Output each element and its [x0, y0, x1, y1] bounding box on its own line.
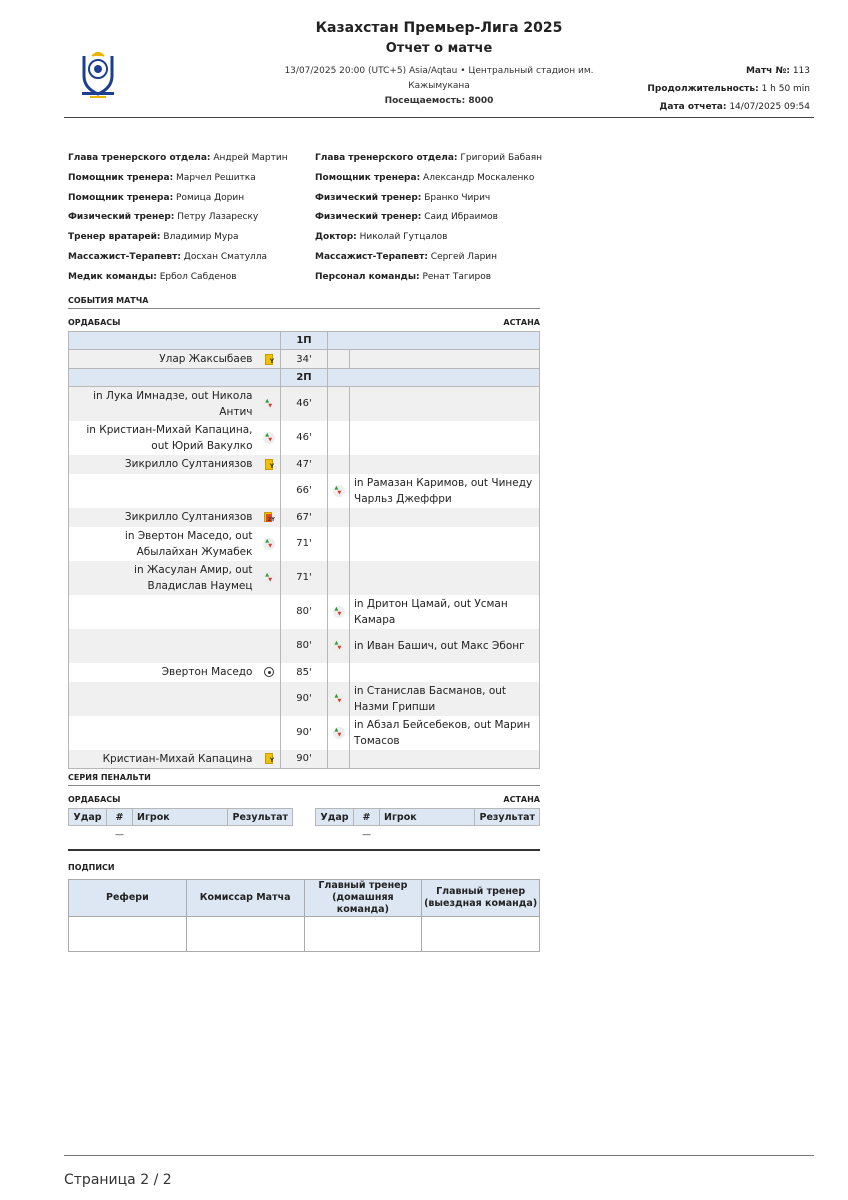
attendance: Посещаемость: 8000	[384, 96, 494, 106]
event-away-icon-cell	[328, 595, 350, 629]
staff-name: Петру Лазареску	[177, 212, 259, 223]
event-minute: 71'	[281, 527, 328, 561]
events-table	[68, 331, 540, 769]
event-row	[69, 387, 540, 421]
event-home-text: in Эвертон Маседо, out Абылайхан Жумабек	[69, 527, 259, 561]
event-home-icon-cell	[259, 421, 281, 455]
event-row	[69, 474, 540, 508]
staff-name: Андрей Мартин	[213, 153, 288, 163]
staff-role: Физический тренер:	[315, 192, 422, 203]
event-home-text	[69, 716, 259, 750]
event-away-icon-cell	[328, 750, 350, 769]
event-away-icon-cell	[328, 387, 350, 421]
event-away-text	[350, 561, 540, 595]
event-minute: 90'	[281, 750, 328, 769]
period-row	[69, 369, 540, 387]
staff-name: Марчел Решитка	[176, 172, 256, 183]
sig-away-coach: Главный тренер (выездная команда)	[422, 880, 540, 917]
col-kick: Удар	[316, 809, 354, 826]
staff-row	[68, 249, 313, 269]
event-row	[69, 508, 540, 527]
event-row	[69, 716, 540, 750]
substitution-icon	[333, 640, 345, 652]
staff-row	[315, 190, 560, 210]
event-home-text: Улар Жаксыбаев	[69, 350, 259, 369]
period-row	[69, 332, 540, 350]
staff-row	[315, 269, 560, 289]
events-home-team: ОРДАБАСЫ	[68, 318, 121, 327]
staff-role: Помощник тренера:	[315, 172, 421, 183]
event-home-icon-cell	[259, 527, 281, 561]
event-home-text: Эвертон Маседо	[69, 663, 259, 682]
event-away-icon-cell	[328, 527, 350, 561]
event-home-text	[69, 474, 259, 508]
substitution-icon	[263, 432, 275, 444]
report-title: Отчет о матче	[385, 41, 493, 56]
event-minute: 80'	[281, 595, 328, 629]
event-home-icon-cell	[259, 750, 281, 769]
event-minute: 46'	[281, 387, 328, 421]
sig-referee: Рефери	[69, 880, 187, 917]
event-home-text: Зикрилло Султаниязов	[69, 455, 259, 474]
event-away-text	[350, 455, 540, 474]
home-penalty-table	[68, 808, 293, 844]
staff-row	[68, 269, 313, 289]
event-away-text	[350, 750, 540, 769]
event-home-icon-cell	[259, 561, 281, 595]
event-row	[69, 350, 540, 369]
staff-name: Григорий Бабаян	[460, 153, 543, 163]
staff-row	[315, 209, 560, 229]
staff-role: Массажист-Терапевт:	[315, 251, 428, 262]
penalties-teams	[68, 795, 540, 804]
col-number: #	[107, 809, 133, 826]
report-header	[64, 0, 814, 118]
col-kick: Удар	[69, 809, 107, 826]
event-home-icon-cell	[259, 350, 281, 369]
staff-row	[315, 170, 560, 190]
event-home-icon-cell	[259, 474, 281, 508]
staff-name: Ербол Сабденов	[159, 271, 237, 282]
staff-name: Александр Москаленко	[423, 172, 535, 183]
signatures-table	[68, 879, 540, 952]
staff-role: Тренер вратарей:	[68, 232, 161, 243]
match-duration: Продолжительность: 1 h 50 min	[647, 84, 810, 94]
event-away-icon-cell	[328, 716, 350, 750]
staff-row	[68, 150, 313, 170]
event-row	[69, 595, 540, 629]
event-home-text: in Кристиан-Михай Капацина, out Юрий Вакулко	[69, 421, 259, 455]
event-row	[69, 421, 540, 455]
staff-role: Персонал команды:	[315, 271, 420, 282]
sig-commissioner: Комиссар Матча	[186, 880, 304, 917]
second-yellow-card-icon	[264, 512, 275, 523]
sig-home-coach: Главный тренер (домашняя команда)	[304, 880, 422, 917]
event-minute: 85'	[281, 663, 328, 682]
event-away-icon-cell	[328, 629, 350, 663]
sig-commissioner-box[interactable]	[186, 917, 304, 952]
staff-role: Помощник тренера:	[68, 192, 174, 203]
staff-role: Помощник тренера:	[68, 172, 174, 183]
event-row	[69, 629, 540, 663]
event-row	[69, 455, 540, 474]
substitution-icon	[263, 538, 275, 550]
event-away-icon-cell	[328, 682, 350, 716]
staff-name: Досхан Сматулла	[183, 251, 268, 262]
staff-name: Николай Гутцалов	[359, 232, 448, 243]
event-home-text: Зикрилло Султаниязов	[69, 508, 259, 527]
events-teams	[68, 318, 540, 327]
substitution-icon	[333, 693, 345, 705]
staff-name: Владимир Мура	[163, 232, 239, 243]
event-away-text	[350, 387, 540, 421]
event-minute: 71'	[281, 561, 328, 595]
event-away-text	[350, 350, 540, 369]
match-meta	[647, 62, 810, 116]
col-result: Результат	[228, 809, 293, 826]
penalty-empty: —	[115, 829, 124, 840]
match-number: Матч №: 113	[745, 66, 810, 76]
staff-name: Ренат Тагиров	[422, 271, 492, 282]
event-minute: 90'	[281, 682, 328, 716]
event-away-text: in Иван Башич, out Макс Эбонг	[350, 629, 540, 663]
col-result: Результат	[475, 809, 540, 826]
event-home-text	[69, 682, 259, 716]
event-minute: 46'	[281, 421, 328, 455]
event-away-text	[350, 527, 540, 561]
event-home-icon-cell	[259, 682, 281, 716]
event-away-icon-cell	[328, 474, 350, 508]
substitution-icon	[333, 485, 345, 497]
col-player: Игрок	[133, 809, 228, 826]
event-home-icon-cell	[259, 663, 281, 682]
event-minute: 66'	[281, 474, 328, 508]
staff-role: Массажист-Терапевт:	[68, 251, 181, 262]
event-home-icon-cell	[259, 629, 281, 663]
footer-divider	[64, 1155, 814, 1156]
signatures-section-title: ПОДПИСИ	[68, 863, 115, 872]
staff-row	[68, 190, 313, 210]
event-home-text	[69, 629, 259, 663]
event-minute: 67'	[281, 508, 328, 527]
yellow-card-icon	[264, 354, 275, 365]
event-home-icon-cell	[259, 387, 281, 421]
event-away-icon-cell	[328, 663, 350, 682]
event-away-icon-cell	[328, 421, 350, 455]
staff-role: Физический тренер:	[68, 212, 175, 223]
event-away-text: in Абзал Бейсебеков, out Марин Томасов	[350, 716, 540, 750]
event-home-text: in Жасулан Амир, out Владислав Наумец	[69, 561, 259, 595]
period-label: 1П	[281, 332, 328, 350]
staff-role: Доктор:	[315, 232, 357, 243]
yellow-card-icon	[264, 753, 275, 764]
staff-role: Медик команды:	[68, 271, 157, 282]
col-number: #	[354, 809, 380, 826]
away-penalty-table	[315, 808, 540, 844]
staff-row	[68, 229, 313, 249]
datetime-venue: 13/07/2025 20:00 (UTC+5) Asia/Aqtau • Центральный стадион им. Кажымукана	[284, 66, 594, 91]
event-row	[69, 527, 540, 561]
substitution-icon	[263, 572, 275, 584]
yellow-card-icon	[264, 459, 275, 470]
event-away-text: in Рамазан Каримов, out Чинеду Чарльз Джеффри	[350, 474, 540, 508]
sig-referee-box[interactable]	[69, 917, 187, 952]
staff-row	[68, 170, 313, 190]
event-home-text	[69, 595, 259, 629]
event-away-icon-cell	[328, 455, 350, 474]
events-away-team: АСТАНА	[503, 318, 540, 327]
events-section-title: СОБЫТИЯ МАТЧА	[68, 296, 540, 309]
staff-row	[315, 150, 560, 170]
penalties-away-team: АСТАНА	[503, 795, 540, 804]
event-row	[69, 682, 540, 716]
penalty-empty: —	[362, 829, 371, 840]
staff-row	[315, 249, 560, 269]
staff-role: Глава тренерского отдела:	[68, 153, 211, 163]
staff-name: Сергей Ларин	[430, 251, 498, 262]
substitution-icon	[333, 606, 345, 618]
event-row	[69, 750, 540, 769]
event-minute: 47'	[281, 455, 328, 474]
goal-ball-icon	[264, 667, 274, 677]
event-minute: 34'	[281, 350, 328, 369]
event-minute: 90'	[281, 716, 328, 750]
league-title: Казахстан Премьер-Лига 2025	[315, 20, 563, 36]
event-row	[69, 663, 540, 682]
staff-role: Физический тренер:	[315, 212, 422, 223]
staff-row	[68, 209, 313, 229]
event-away-text: in Станислав Басманов, out Назми Грипши	[350, 682, 540, 716]
staff-name: Саид Ибраимов	[424, 212, 498, 223]
event-home-icon-cell	[259, 595, 281, 629]
report-date: Дата отчета: 14/07/2025 09:54	[659, 102, 810, 112]
staff-name: Бранко Чирич	[424, 192, 491, 203]
sig-home-coach-box[interactable]	[304, 917, 422, 952]
penalties-divider	[68, 849, 540, 851]
page-number: Страница 2 / 2	[64, 1172, 172, 1188]
event-away-icon-cell	[328, 508, 350, 527]
event-away-text	[350, 421, 540, 455]
event-row	[69, 561, 540, 595]
home-staff	[68, 150, 313, 289]
period-label: 2П	[281, 369, 328, 387]
penalties-home-team: ОРДАБАСЫ	[68, 795, 121, 804]
staff-name: Ромица Дорин	[176, 192, 245, 203]
event-away-icon-cell	[328, 561, 350, 595]
event-away-text	[350, 663, 540, 682]
away-staff	[315, 150, 560, 289]
event-away-text	[350, 508, 540, 527]
substitution-icon	[333, 727, 345, 739]
col-player: Игрок	[380, 809, 475, 826]
event-minute: 80'	[281, 629, 328, 663]
event-home-icon-cell	[259, 455, 281, 474]
sig-away-coach-box[interactable]	[422, 917, 540, 952]
event-away-text: in Дритон Цамай, out Усман Камара	[350, 595, 540, 629]
event-home-text: in Лука Имнадзе, out Никола Антич	[69, 387, 259, 421]
event-home-icon-cell	[259, 508, 281, 527]
staff-role: Глава тренерского отдела:	[315, 153, 458, 163]
event-away-icon-cell	[328, 350, 350, 369]
event-home-icon-cell	[259, 716, 281, 750]
match-info	[264, 64, 614, 109]
league-logo-icon	[78, 52, 118, 98]
substitution-icon	[263, 398, 275, 410]
staff-row	[315, 229, 560, 249]
event-home-text: Кристиан-Михай Капацина	[69, 750, 259, 769]
penalties-section-title: СЕРИЯ ПЕНАЛЬТИ	[68, 773, 540, 786]
